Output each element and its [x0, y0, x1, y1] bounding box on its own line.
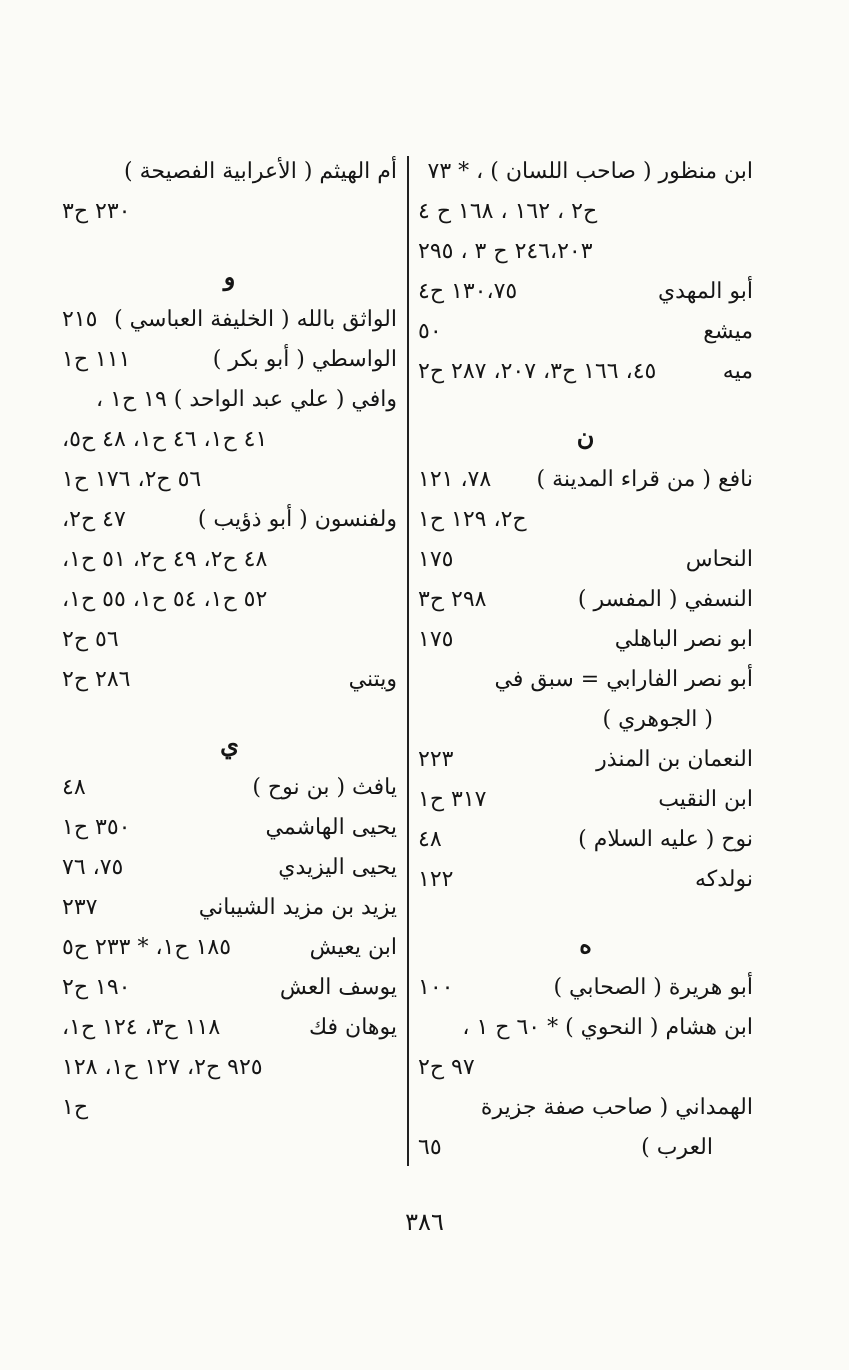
- entry-pages: ٣٥٠ ح١: [62, 815, 131, 840]
- entry-whitney: [62, 660, 397, 700]
- entry-pages: ح٢ ، ١٦٢ ، ١٦٨ ح ٤: [418, 199, 598, 224]
- entry-pages: ٢١٥: [62, 307, 98, 332]
- entry-pages: ٤٨: [62, 775, 86, 800]
- entry-ibn-al-naqib: [418, 780, 753, 820]
- entry-wafi: [62, 380, 397, 420]
- section-letter-nun: ن: [576, 422, 595, 451]
- entry-name: يوسف العش: [279, 975, 397, 1000]
- entry-pages: ٩٢٥ ح٢، ١٢٧ ح١، ١٢٨: [62, 1055, 263, 1080]
- entry-name: يوهان فك: [309, 1015, 397, 1040]
- entry-name: أبو نصر الفارابي = سبق في: [494, 667, 753, 692]
- entry-pages: ٥٠: [418, 319, 442, 344]
- entry-pages: ٩٧ ح٢: [418, 1055, 475, 1080]
- entry-yafith: [62, 768, 397, 808]
- entry-name: نولدكه: [694, 867, 753, 892]
- entry-name: أبو هريرة ( الصحابي ): [553, 975, 753, 1000]
- entry-name: نافع ( من قراء المدينة ): [536, 467, 753, 492]
- entry-yazid-al-shaybani: [62, 888, 397, 928]
- entry-name: يحيى اليزيدي: [278, 855, 397, 880]
- entry-pages: ١٣٠،٧٥ ح٤: [418, 279, 518, 304]
- entry-al-wasiti: [62, 340, 397, 380]
- entry-name: أم الهيثم ( الأعرابية الفصيحة ): [124, 159, 397, 184]
- entry-continuation: [418, 232, 753, 272]
- column-divider: [407, 156, 409, 1166]
- entry-pages: ٢٩٨ ح٣: [418, 587, 487, 612]
- entry-continuation: [62, 1048, 397, 1088]
- right-column: [418, 152, 753, 1168]
- entry-pages: ٢٢٣: [418, 747, 454, 772]
- entry-al-numan: [418, 740, 753, 780]
- entry-pages: ٤٥، ١٦٦ ح٣، ٢٠٧، ٢٨٧ ح٢: [418, 359, 657, 384]
- entry-pages: ٧٥، ٧٦: [62, 855, 124, 880]
- entry-yahya-al-yazidi: [62, 848, 397, 888]
- section-letter-waw: و: [223, 262, 236, 291]
- entry-continuation: [62, 620, 397, 660]
- entry-name: ( الجوهري ): [602, 707, 713, 732]
- entry-pages: ٥٦ ح٢، ١٧٦ ح١: [62, 467, 202, 492]
- entry-pages: ١١١ ح١: [62, 347, 131, 372]
- entry-mayya: [418, 352, 753, 392]
- entry-pages: ٣١٧ ح١: [418, 787, 487, 812]
- entry-pages: ١٩٠ ح٢: [62, 975, 131, 1000]
- entry-pages: ٥٦ ح٢: [62, 627, 119, 652]
- entry-abu-nasr-al-farabi: [418, 660, 753, 700]
- entry-continuation: [418, 500, 753, 540]
- entry-pages: ٥٢ ح١، ٥٤ ح١، ٥٥ ح١،: [62, 587, 268, 612]
- entry-pages: ٤٨: [418, 827, 442, 852]
- entry-continuation: [418, 700, 753, 740]
- entry-noldeke: [418, 860, 753, 900]
- entry-pages: ٧٨، ١٢١: [418, 467, 492, 492]
- entry-name: النسفي ( المفسر ): [577, 587, 753, 612]
- entry-continuation: [62, 192, 397, 232]
- entry-abu-hurayra: [418, 968, 753, 1008]
- entry-al-nahhas: [418, 540, 753, 580]
- entry-name: نوح ( عليه السلام ): [578, 827, 753, 852]
- entry-pages: ١٠٠: [418, 975, 454, 1000]
- entry-name: الواسطي ( أبو بكر ): [212, 347, 397, 372]
- entry-name: يحيى الهاشمي: [265, 815, 397, 840]
- left-column: [62, 152, 397, 1128]
- entry-name: ابن هشام ( النحوي ) * ٦٠ ح ١ ،: [462, 1015, 753, 1040]
- entry-al-hamdani: [418, 1088, 753, 1128]
- entry-continuation: [62, 460, 397, 500]
- entry-continuation: [418, 1128, 753, 1168]
- entry-abu-al-mahdi: [418, 272, 753, 312]
- entry-pages: ح٢، ١٢٩ ح١: [418, 507, 527, 532]
- entry-umm-al-haytham: [62, 152, 397, 192]
- entry-yahya-al-hashimi: [62, 808, 397, 848]
- entry-continuation: [62, 580, 397, 620]
- entry-pages: ٢٨٦ ح٢: [62, 667, 131, 692]
- entry-pages: ١٧٥: [418, 627, 454, 652]
- entry-al-nasafi: [418, 580, 753, 620]
- entry-pages: ٢٣٠ ح٣: [62, 199, 131, 224]
- entry-pages: ٢٤٦،٢٠٣ ح ٣ ، ٢٩٥: [418, 239, 593, 264]
- entry-maysha: [418, 312, 753, 352]
- entry-name: الهمداني ( صاحب صفة جزيرة: [480, 1095, 753, 1120]
- entry-continuation: [62, 540, 397, 580]
- entry-name: ابن النقيب: [658, 787, 753, 812]
- entry-name: ابو نصر الباهلي: [614, 627, 753, 652]
- entry-name: وافي ( علي عبد الواحد ) ١٩ ح١ ،: [96, 387, 397, 412]
- entry-name: يزيد بن مزيد الشيباني: [198, 895, 397, 920]
- entry-ibn-yaish: [62, 928, 397, 968]
- entry-nuh: [418, 820, 753, 860]
- entry-name: ميشع: [703, 319, 753, 344]
- entry-pages: ٢٣٧: [62, 895, 98, 920]
- entry-name: أبو المهدي: [657, 279, 753, 304]
- entry-name: النحاس: [685, 547, 753, 572]
- entry-wolfensohn: [62, 500, 397, 540]
- entry-continuation: [418, 192, 753, 232]
- entry-name: العرب ): [641, 1135, 713, 1160]
- entry-pages: ح١: [62, 1095, 89, 1120]
- entry-pages: ٤٧ ح٢،: [62, 507, 126, 532]
- entry-pages: ١١٨ ح٣، ١٢٤ ح١،: [62, 1015, 221, 1040]
- entry-pages: ١٧٥: [418, 547, 454, 572]
- entry-name: يافث ( بن نوح ): [252, 775, 397, 800]
- entry-name: النعمان بن المنذر: [596, 747, 753, 772]
- entry-ibn-hisham: [418, 1008, 753, 1048]
- entry-name: ابن يعيش: [309, 935, 397, 960]
- entry-pages: ١٢٢: [418, 867, 454, 892]
- entry-name: ابن منظور ( صاحب اللسان ) ، * ٧٣: [427, 159, 753, 184]
- entry-name: الواثق بالله ( الخليفة العباسي ): [114, 307, 397, 332]
- entry-pages: ٤٨ ح٢، ٤٩ ح٢، ٥١ ح١،: [62, 547, 268, 572]
- entry-ibn-manzur: [418, 152, 753, 192]
- entry-johann-fuck: [62, 1008, 397, 1048]
- section-letter-ha: ه: [579, 930, 592, 959]
- entry-continuation: [418, 1048, 753, 1088]
- entry-name: ميه: [722, 359, 753, 384]
- entry-name: ويتني: [348, 667, 397, 692]
- entry-pages: ٤١ ح١، ٤٦ ح١، ٤٨ ح٥،: [62, 427, 268, 452]
- entry-al-wathiq: [62, 300, 397, 340]
- entry-pages: ٦٥: [418, 1135, 442, 1160]
- entry-abu-nasr-al-bahili: [418, 620, 753, 660]
- entry-continuation: [62, 420, 397, 460]
- entry-continuation: [62, 1088, 397, 1128]
- entry-yusuf-al-ish: [62, 968, 397, 1008]
- entry-nafi: [418, 460, 753, 500]
- entry-pages: ١٨٥ ح١، * ٢٣٣ ح٥: [62, 935, 232, 960]
- page-number: ٣٨٦: [405, 1208, 444, 1236]
- section-letter-ya: ي: [220, 730, 239, 759]
- entry-name: ولفنسون ( أبو ذؤيب ): [197, 507, 397, 532]
